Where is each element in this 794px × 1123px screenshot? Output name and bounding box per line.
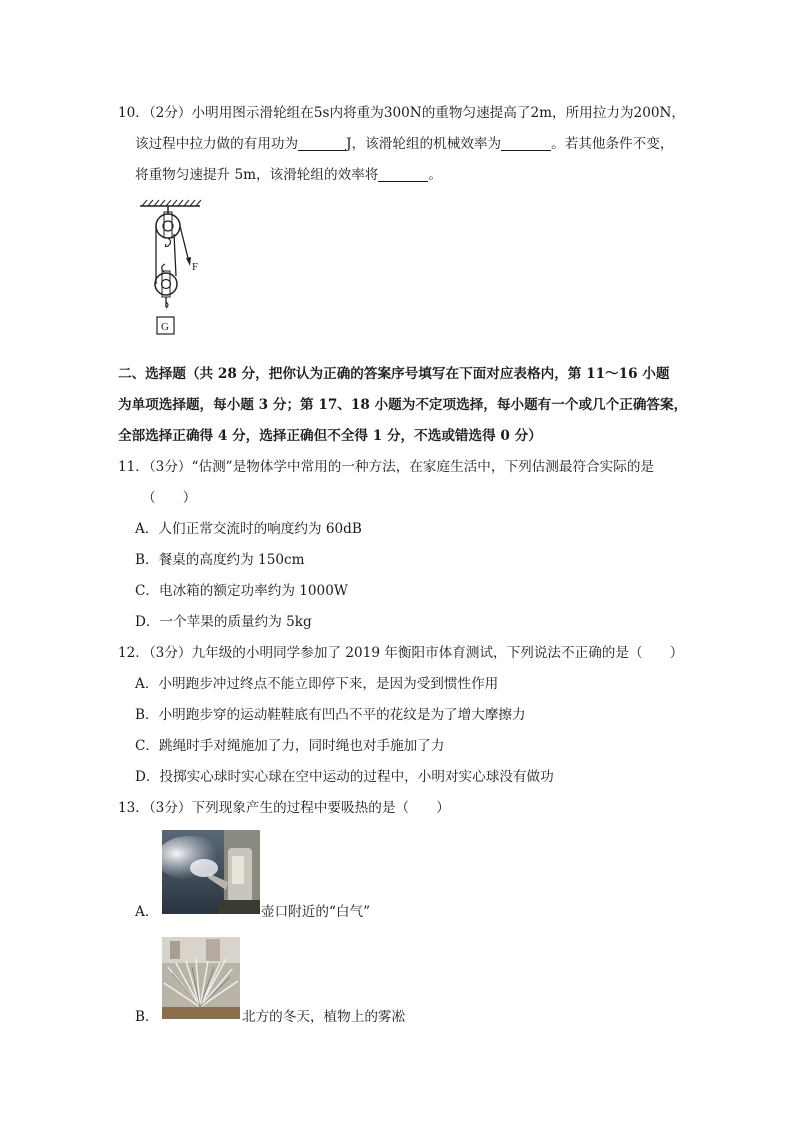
rope-pull bbox=[180, 226, 188, 258]
q10-text-useful-work: 该过程中拉力做的有用功为 bbox=[135, 136, 299, 152]
force-label: F bbox=[192, 261, 199, 273]
pulley-system-diagram bbox=[138, 198, 218, 340]
kettle-steam-photo[interactable] bbox=[162, 830, 260, 914]
ceiling-hatching bbox=[142, 200, 201, 206]
fixed-pulley-frame bbox=[164, 212, 172, 238]
q10-text-efficiency: J，该滑轮组的机械效率为 bbox=[346, 136, 502, 152]
q11-option-a[interactable]: A．人们正常交流时的响度约为 60dB bbox=[135, 521, 362, 537]
rope-diagonal bbox=[174, 234, 176, 276]
answer-blank-useful-work[interactable] bbox=[298, 136, 346, 151]
answer-blank-efficiency[interactable] bbox=[501, 136, 551, 151]
q11-answer-paren[interactable]: （ ） bbox=[142, 490, 197, 506]
q13-option-b-text: 北方的冬天，植物上的雾凇 bbox=[242, 1009, 406, 1025]
answer-blank-efficiency-change[interactable] bbox=[378, 167, 428, 182]
rime-frost-plant-photo[interactable] bbox=[162, 937, 240, 1019]
q11-option-b[interactable]: B．餐桌的高度约为 150cm bbox=[135, 552, 305, 568]
weight-label: G bbox=[161, 321, 169, 333]
q10-text-other: 。若其他条件不变， bbox=[551, 136, 674, 152]
q12-stem: 12．（3分）九年级的小明同学参加了 2019 年衡阳市体育测试，下列说法不正确的是（ ） bbox=[118, 645, 684, 661]
q10-text-end: 。 bbox=[428, 167, 442, 183]
movable-pulley-outer bbox=[155, 273, 177, 295]
q12-option-d[interactable]: D．投掷实心球时实心球在空中运动的过程中，小明对实心球没有做功 bbox=[135, 769, 554, 785]
fixed-pulley-outer bbox=[156, 214, 180, 238]
section-2-instruction-line-1: 二、选择题（共 28 分，把你认为正确的答案序号填写在下面对应表格内，第 11～16 小题 bbox=[118, 366, 670, 382]
q11-option-d[interactable]: D．一个苹果的质量约为 5kg bbox=[135, 614, 312, 630]
q13-option-a-text: 壶口附近的“白气” bbox=[261, 904, 371, 920]
q10-line-3 bbox=[135, 166, 442, 184]
q13-option-a-letter[interactable]: A． bbox=[135, 904, 159, 920]
section-2-instruction-line-3: 全部选择正确得 4 分，选择正确但不全得 1 分，不选或错选得 0 分） bbox=[118, 428, 542, 444]
q12-option-c[interactable]: C．跳绳时手对绳施加了力，同时绳也对手施加了力 bbox=[135, 738, 445, 754]
q11-option-c[interactable]: C．电冰箱的额定功率约为 1000W bbox=[135, 583, 348, 599]
force-arrow-head bbox=[186, 257, 191, 266]
movable-pulley-frame bbox=[162, 271, 170, 297]
movable-pulley-inner bbox=[162, 280, 171, 289]
section-2-instruction-line-2: 为单项选择题，每小题 3 分；第 17、18 小题为不定项选择，每小题有一个或几个正确答案， bbox=[118, 397, 688, 413]
q10-line-2 bbox=[135, 135, 673, 153]
q12-option-a[interactable]: A．小明跑步冲过终点不能立即停下来，是因为受到惯性作用 bbox=[135, 676, 499, 692]
q12-option-b[interactable]: B．小明跑步穿的运动鞋鞋底有凹凸不平的花纹是为了增大摩擦力 bbox=[135, 707, 526, 723]
q10-text-lift-5m: 将重物匀速提升 5m，该滑轮组的效率将 bbox=[135, 167, 379, 183]
q10-line-1: 10．（2分）小明用图示滑轮组在5s内将重为300N的重物匀速提高了2m，所用拉力为200N， bbox=[118, 105, 685, 121]
q13-stem: 13．（3分）下列现象产生的过程中要吸热的是（ ） bbox=[118, 800, 450, 816]
q13-option-b-letter[interactable]: B． bbox=[135, 1009, 159, 1025]
fixed-pulley-hook bbox=[165, 238, 170, 247]
q11-stem: 11．（3分）“估测”是物体学中常用的一种方法，在家庭生活中，下列估测最符合实际的是 bbox=[118, 459, 655, 475]
